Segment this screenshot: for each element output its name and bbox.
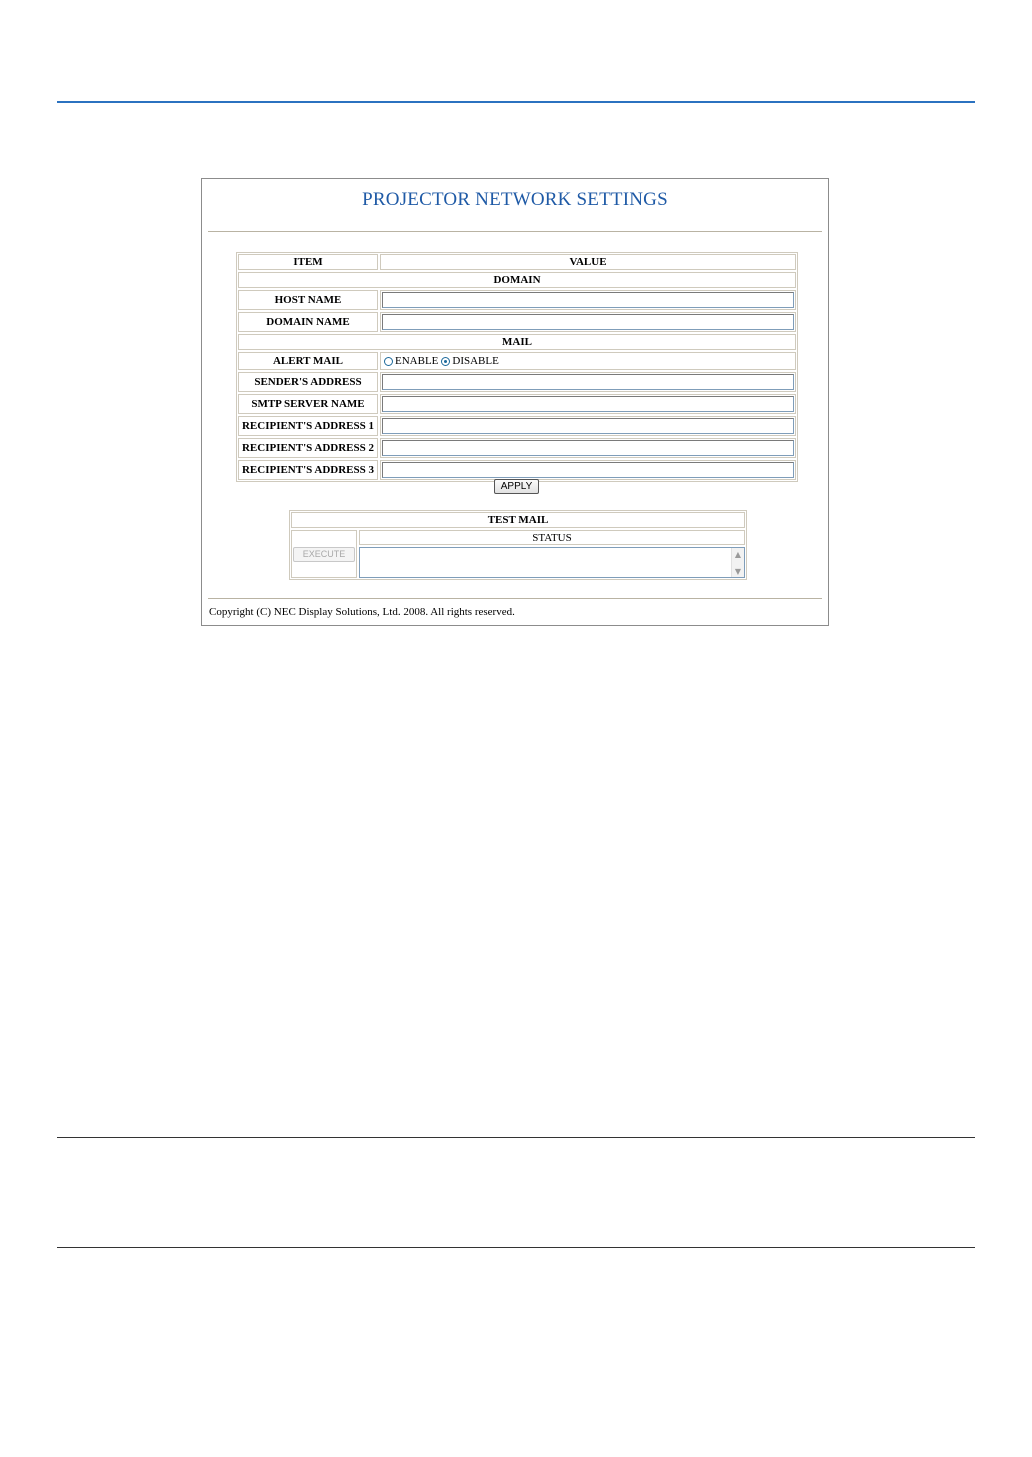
recipient-address-1-label: RECIPIENT'S ADDRESS 1 (238, 416, 378, 436)
recipient-address-2-cell (380, 438, 796, 458)
section-domain: DOMAIN (238, 272, 796, 288)
table-header-row (238, 254, 796, 270)
disable-radio[interactable] (441, 357, 450, 366)
table-row (238, 372, 796, 392)
copyright-text: Copyright (C) NEC Display Solutions, Ltd. 2008. All rights reserved. (209, 606, 515, 618)
test-mail-title: TEST MAIL (291, 512, 745, 528)
execute-cell (291, 530, 357, 578)
status-textarea[interactable] (359, 547, 745, 578)
page-title: PROJECTOR NETWORK SETTINGS (362, 189, 668, 210)
smtp-server-cell (380, 394, 796, 414)
recipient-address-1-cell (380, 416, 796, 436)
section-mail: MAIL (238, 334, 796, 350)
enable-radio-label[interactable]: ENABLE (395, 355, 439, 367)
title-divider (208, 231, 822, 232)
table-row (238, 394, 796, 414)
domain-name-label: DOMAIN NAME (238, 312, 378, 332)
header-value: VALUE (380, 254, 796, 270)
sender-address-input[interactable] (382, 374, 794, 390)
settings-table (236, 252, 798, 482)
sender-address-cell (380, 372, 796, 392)
status-scrollbar[interactable] (731, 548, 744, 577)
table-row (238, 352, 796, 370)
execute-button[interactable]: EXECUTE (293, 547, 355, 562)
scroll-down-icon[interactable]: ▼ (734, 566, 742, 576)
host-name-input[interactable] (382, 292, 794, 308)
alert-mail-label: ALERT MAIL (238, 352, 378, 370)
table-row (238, 312, 796, 332)
recipient-address-3-input[interactable] (382, 462, 794, 478)
domain-name-cell (380, 312, 796, 332)
bottom-rule (57, 1247, 975, 1248)
smtp-server-input[interactable] (382, 396, 794, 412)
test-mail-body (291, 530, 745, 578)
enable-radio[interactable] (384, 357, 393, 366)
table-row (238, 290, 796, 310)
recipient-address-3-cell (380, 460, 796, 480)
recipient-address-1-input[interactable] (382, 418, 794, 434)
scroll-up-icon[interactable]: ▲ (734, 549, 742, 559)
top-rule (57, 101, 975, 103)
recipient-address-2-input[interactable] (382, 440, 794, 456)
disable-radio-label[interactable]: DISABLE (452, 355, 499, 367)
alert-mail-cell (380, 352, 796, 370)
recipient-address-2-label: RECIPIENT'S ADDRESS 2 (238, 438, 378, 458)
host-name-cell (380, 290, 796, 310)
test-mail-table (289, 510, 747, 580)
section-row-domain (238, 272, 796, 288)
status-cell (359, 530, 745, 578)
smtp-server-label: SMTP SERVER NAME (238, 394, 378, 414)
status-label: STATUS (359, 530, 745, 545)
table-row (238, 460, 796, 480)
apply-button[interactable]: APPLY (494, 479, 539, 494)
section-row-mail (238, 334, 796, 350)
host-name-label: HOST NAME (238, 290, 378, 310)
footer-divider (208, 598, 822, 599)
settings-window (201, 178, 829, 626)
recipient-address-3-label: RECIPIENT'S ADDRESS 3 (238, 460, 378, 480)
middle-rule (57, 1137, 975, 1138)
sender-address-label: SENDER'S ADDRESS (238, 372, 378, 392)
alert-mail-radio-group (381, 355, 502, 367)
header-item: ITEM (238, 254, 378, 270)
domain-name-input[interactable] (382, 314, 794, 330)
table-row (238, 416, 796, 436)
table-row (238, 438, 796, 458)
